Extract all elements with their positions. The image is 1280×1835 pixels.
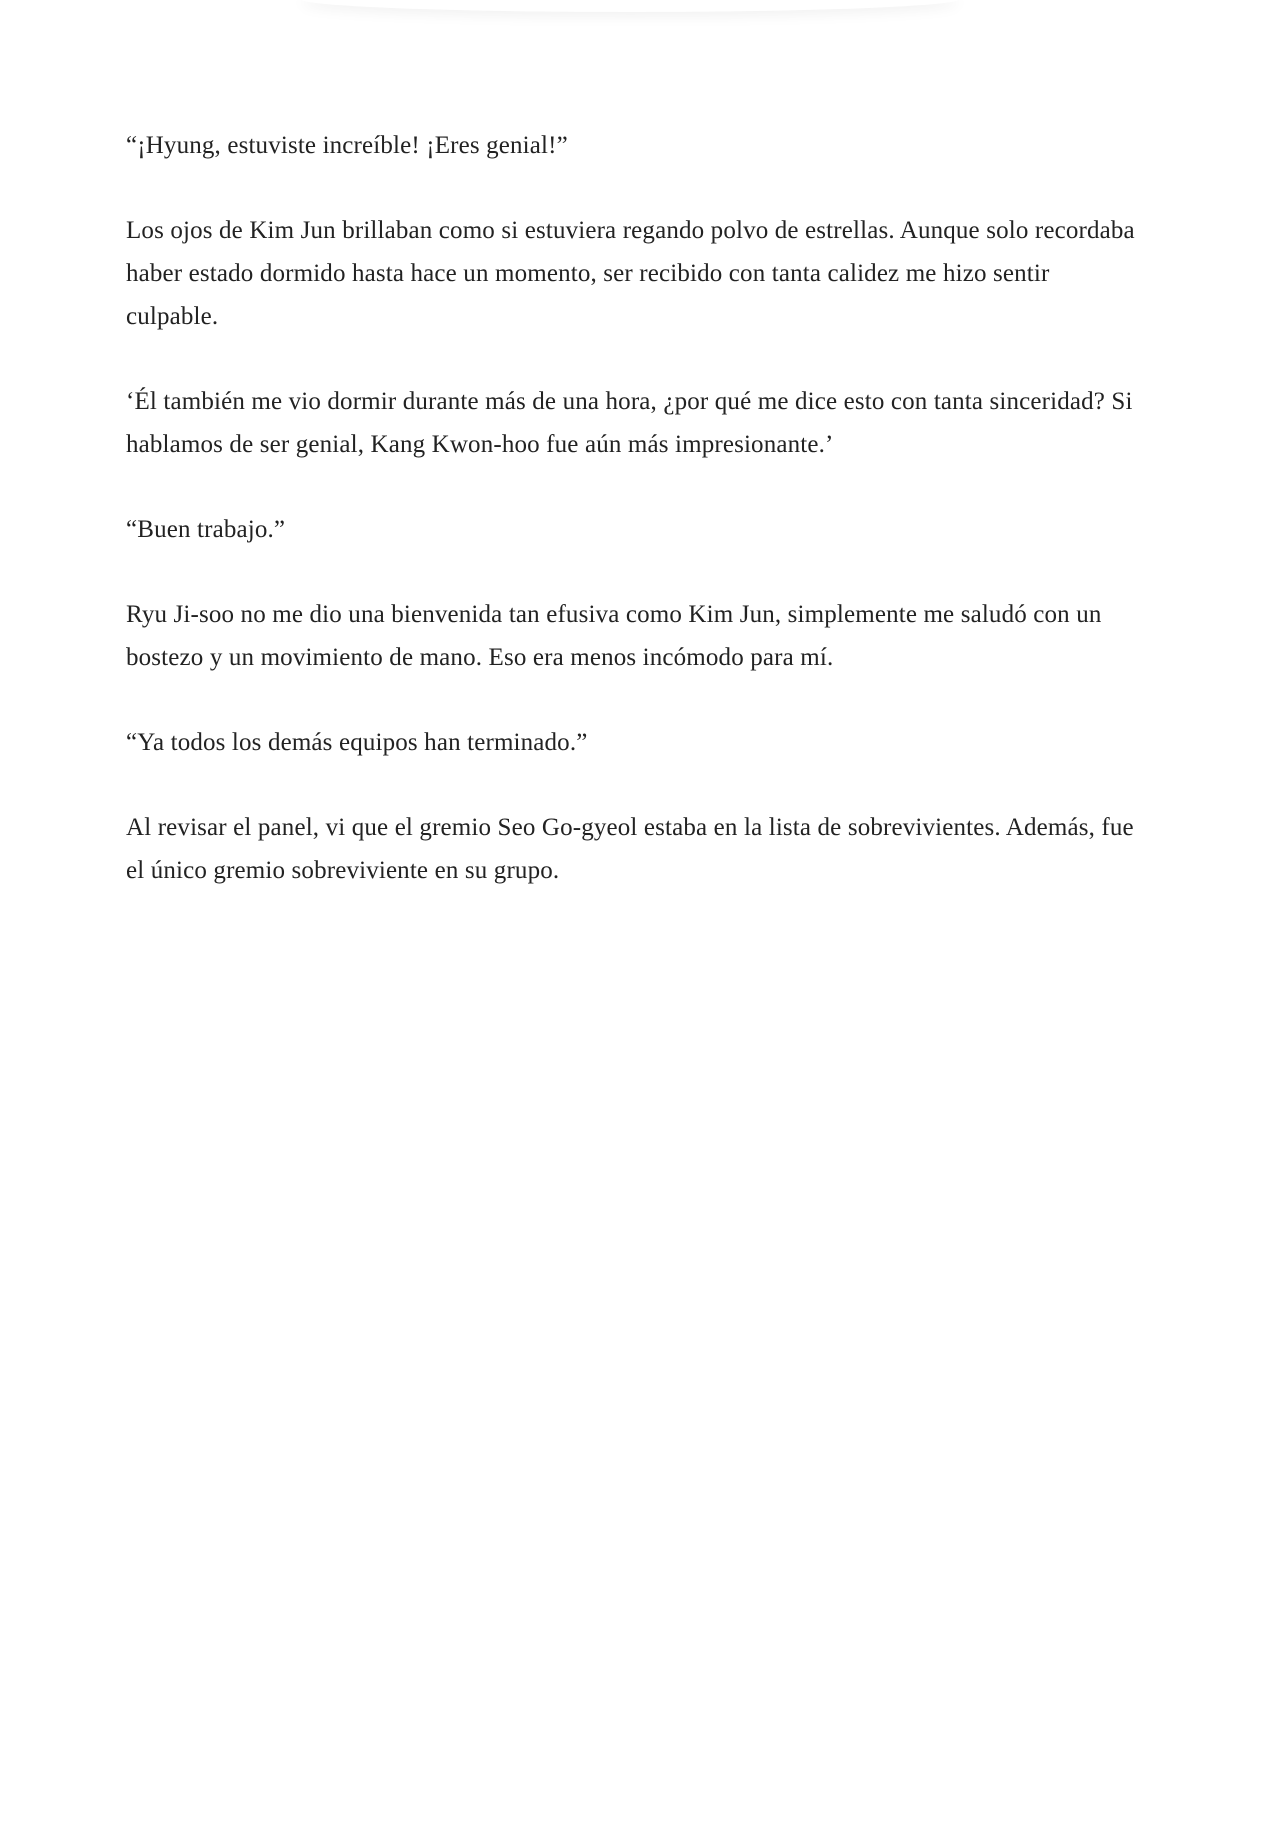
paragraph-4: “Buen trabajo.” (126, 516, 286, 543)
paragraph-3: ‘Él también me vio dormir durante más de una hora, ¿por qué me dice esto con tanta sinceridad? Si hablamos de ser genial, Kang Kwon-hoo fue aún más impresionante.’ (126, 388, 1133, 458)
paragraph-1: “¡Hyung, estuviste increíble! ¡Eres genial!” (126, 132, 568, 159)
top-edge-shadow (300, 0, 960, 12)
paragraph-6: “Ya todos los demás equipos han terminado.” (126, 729, 588, 756)
document-body (126, 124, 1146, 934)
paragraph-2: Los ojos de Kim Jun brillaban como si estuviera regando polvo de estrellas. Aunque solo recordaba haber estado dormido hasta hace un momento, ser recibido con tanta calidez me hizo sentir culpable. (126, 217, 1135, 330)
paragraph-7: Al revisar el panel, vi que el gremio Seo Go-gyeol estaba en la lista de sobrevivientes. Además, fue el único gremio sobreviviente en su grupo. (126, 814, 1134, 884)
paragraph-5: Ryu Ji-soo no me dio una bienvenida tan efusiva como Kim Jun, simplemente me saludó con un bostezo y un movimiento de mano. Eso era menos incómodo para mí. (126, 601, 1102, 671)
